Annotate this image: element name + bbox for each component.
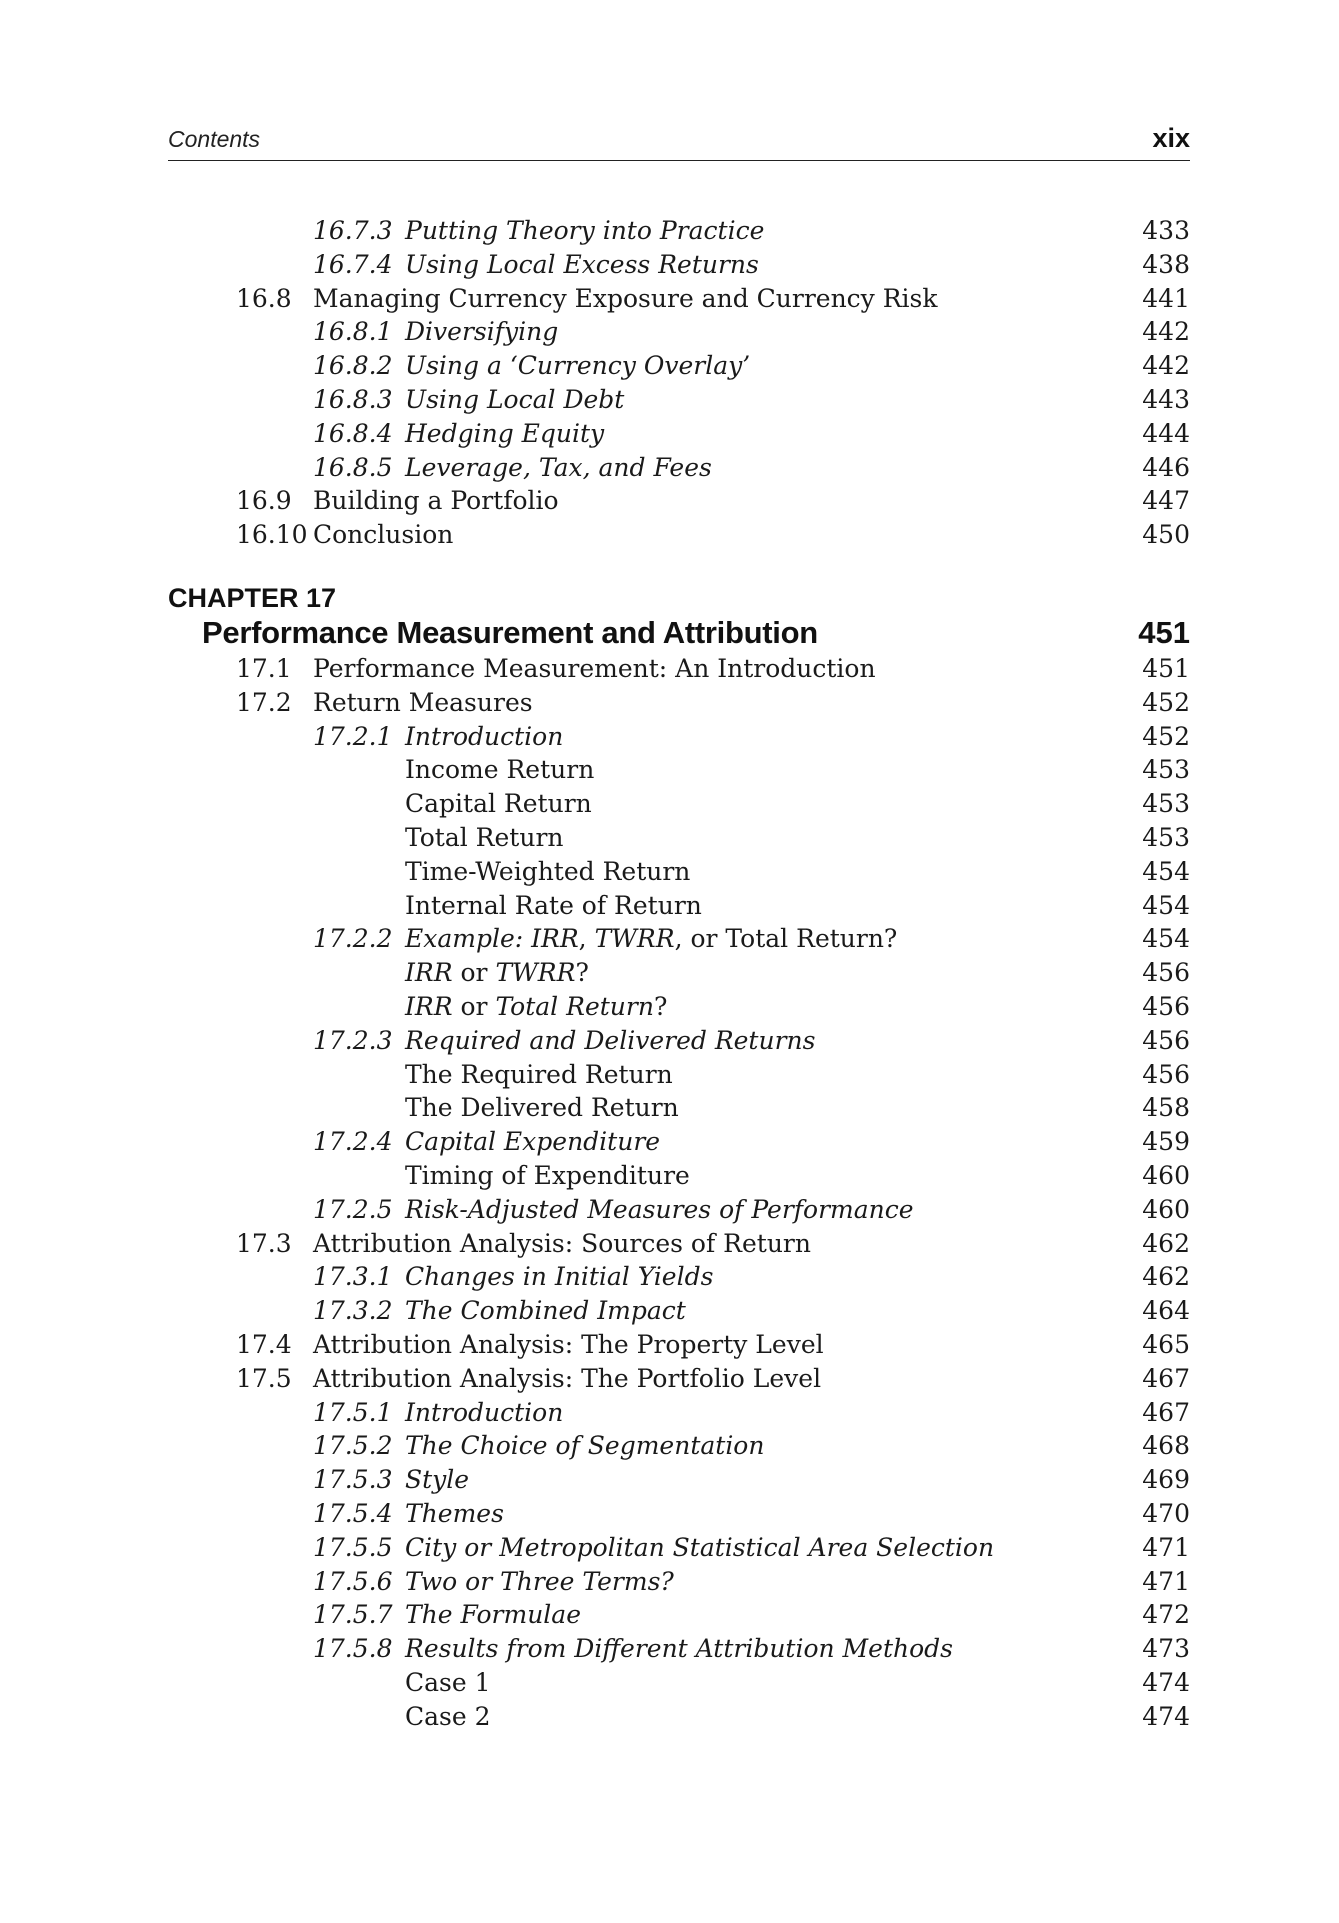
toc-entry-title: Building a Portfolio	[313, 486, 559, 516]
toc-entry	[0, 1497, 1190, 1531]
toc-entry-title: Two or Three Terms?	[405, 1566, 674, 1596]
toc-entry-title: Case 1	[405, 1668, 491, 1697]
toc-entry-number: 17.5.2	[313, 1431, 393, 1461]
toc-entry-page: 460	[1142, 1194, 1190, 1224]
toc-entry-number: 17.5.6	[313, 1566, 393, 1596]
toc-title-part: ?	[575, 958, 589, 988]
toc-entry-number: 17.4	[236, 1330, 292, 1359]
toc-entry	[0, 518, 1190, 552]
toc-entry	[0, 1396, 1190, 1430]
toc-entry	[0, 686, 1190, 720]
toc-entry-page: 474	[1142, 1701, 1190, 1731]
toc-entry-page: 451	[1142, 654, 1190, 683]
toc-entry-title: Performance Measurement: An Introduction	[313, 654, 876, 683]
toc-entry-page: 471	[1142, 1532, 1190, 1562]
toc-entry-title: The Choice of Segmentation	[405, 1431, 765, 1461]
toc-entry	[0, 956, 1190, 990]
toc-entry-page: 473	[1142, 1634, 1190, 1664]
toc-entry-title: Leverage, Tax, and Fees	[405, 452, 712, 482]
toc-entry-number: 16.8.5	[313, 452, 393, 482]
toc-entry-page: 467	[1142, 1363, 1190, 1393]
toc-entry-page: 468	[1142, 1431, 1190, 1461]
page-header	[168, 123, 1190, 161]
toc-entry	[0, 1294, 1190, 1328]
toc-entry	[0, 214, 1190, 248]
toc-entry	[0, 349, 1190, 383]
toc-title-part: Example: IRR	[405, 924, 579, 954]
toc-entry-title: Income Return	[405, 755, 595, 785]
toc-entry-number: 17.5.4	[313, 1499, 393, 1528]
toc-entry-page: 453	[1142, 789, 1190, 819]
toc-entry-page: 441	[1142, 283, 1190, 313]
toc-title-part: or	[452, 958, 496, 988]
toc-entry-title: The Delivered Return	[405, 1093, 679, 1123]
toc-entry-page: 462	[1142, 1228, 1190, 1258]
toc-entry-title	[405, 922, 897, 956]
toc-entry	[0, 1362, 1190, 1396]
running-head: Contents	[168, 126, 261, 152]
toc-entry	[0, 1565, 1190, 1599]
toc-entry-page: 452	[1142, 721, 1190, 751]
toc-entry-title: Risk-Adjusted Measures of Performance	[405, 1194, 914, 1224]
toc-entry	[0, 1598, 1190, 1632]
toc-entry-number: 16.8.4	[313, 418, 393, 448]
toc-entry	[0, 990, 1190, 1024]
toc-entry-title: Using Local Debt	[405, 385, 625, 414]
toc-title-part: IRR	[405, 958, 453, 988]
toc-entry-number: 17.3.1	[313, 1262, 393, 1292]
toc-entry-title: Total Return	[405, 823, 564, 852]
toc-entry-number: 16.10	[236, 520, 308, 550]
toc-entry-page: 444	[1142, 418, 1190, 448]
toc-entry-page: 467	[1142, 1397, 1190, 1427]
toc-entry	[0, 753, 1190, 787]
toc-entry-title: Hedging Equity	[405, 418, 605, 448]
toc-entry-number: 17.5.5	[313, 1532, 393, 1562]
toc-entry-page: 456	[1142, 1025, 1190, 1055]
toc-entry-title: Capital Expenditure	[405, 1127, 661, 1157]
toc-entry-title: Introduction	[405, 1397, 564, 1427]
toc-entry-title: Using Local Excess Returns	[405, 249, 759, 279]
toc-entry-title: Time-Weighted Return	[405, 856, 691, 886]
toc-entry-title: Attribution Analysis: The Portfolio Level	[313, 1363, 822, 1393]
toc-entry-number: 16.8.2	[313, 351, 393, 381]
toc-entry-page: 456	[1142, 958, 1190, 988]
toc-entry-title: Internal Rate of Return	[405, 890, 702, 920]
toc-entry-page: 453	[1142, 823, 1190, 852]
toc-entry-title: Required and Delivered Returns	[405, 1025, 816, 1055]
toc-entry-page: 462	[1142, 1262, 1190, 1292]
toc-entry	[0, 1429, 1190, 1463]
toc-entry-number: 17.5	[236, 1363, 292, 1393]
toc-entry-title: Capital Return	[405, 789, 592, 819]
toc-entry-title: City or Metropolitan Statistical Area Selection	[405, 1532, 995, 1562]
toc-entry	[0, 855, 1190, 889]
toc-entry	[0, 1328, 1190, 1362]
toc-entry-title: Themes	[405, 1499, 504, 1528]
toc-entry	[0, 1700, 1190, 1734]
toc-entry	[0, 1024, 1190, 1058]
toc-entry-page: 474	[1142, 1668, 1190, 1697]
toc-entry-number: 17.3.2	[313, 1296, 393, 1326]
toc-entry	[0, 1666, 1190, 1700]
toc-title-part: or	[452, 992, 496, 1021]
toc-entry	[0, 1227, 1190, 1261]
toc-entry-number: 17.5.1	[313, 1397, 393, 1427]
toc-entry-page: 471	[1142, 1566, 1190, 1596]
toc-entry	[0, 1531, 1190, 1565]
toc-entry-page: 450	[1142, 520, 1190, 550]
toc-entry-title: The Required Return	[405, 1059, 673, 1089]
toc-entry-page: 458	[1142, 1093, 1190, 1123]
toc-entry	[0, 282, 1190, 316]
toc-entry-number: 16.8	[236, 283, 292, 313]
toc-entry-page: 456	[1142, 992, 1190, 1021]
toc-entry-title: Timing of Expenditure	[405, 1161, 690, 1190]
toc-entry-number: 17.2	[236, 687, 292, 717]
toc-entry-title: Managing Currency Exposure and Currency Risk	[313, 283, 938, 313]
toc-entry-page: 452	[1142, 687, 1190, 717]
toc-entry	[0, 652, 1190, 686]
toc-entry	[0, 922, 1190, 956]
toc-entry-page: 454	[1142, 856, 1190, 886]
toc-entry-page: 442	[1142, 317, 1190, 347]
toc-title-part: , or Total Return?	[674, 924, 898, 954]
toc-entry	[0, 1058, 1190, 1092]
toc-entry-title: The Formulae	[405, 1600, 582, 1630]
toc-entry	[0, 451, 1190, 485]
toc-entry-page: 446	[1142, 452, 1190, 482]
toc-entry-number: 17.2.2	[313, 924, 393, 954]
toc-entry-number: 17.1	[236, 654, 292, 683]
toc-entry	[0, 1463, 1190, 1497]
toc-entry	[0, 1159, 1190, 1193]
toc-entry-page: 472	[1142, 1600, 1190, 1630]
toc-entry	[0, 1125, 1190, 1159]
toc-entry-title: Conclusion	[313, 520, 454, 550]
toc-entry	[0, 1193, 1190, 1227]
toc-entry-title: Case 2	[405, 1701, 491, 1731]
toc-entry-number: 16.8.1	[313, 317, 393, 347]
toc-entry-page: 470	[1142, 1499, 1190, 1528]
toc-title-part: Total Return	[495, 992, 654, 1021]
toc-entry-title: Results from Different Attribution Methods	[405, 1634, 953, 1664]
toc-entry	[0, 1260, 1190, 1294]
toc-entry-number: 17.5.8	[313, 1634, 393, 1664]
toc-entry-page: 433	[1142, 216, 1190, 245]
toc-entry-page: 460	[1142, 1161, 1190, 1190]
toc-entry	[0, 315, 1190, 349]
toc-entry-number: 17.2.5	[313, 1194, 393, 1224]
toc-entry-title: Return Measures	[313, 687, 533, 717]
toc-entry-number: 16.9	[236, 486, 292, 516]
toc-entry-number: 16.7.3	[313, 216, 393, 245]
chapter-label: CHAPTER 17	[168, 583, 337, 613]
toc-entry-number: 17.5.3	[313, 1465, 393, 1495]
toc-entry	[0, 1632, 1190, 1666]
toc-entry-title: Diversifying	[405, 317, 559, 347]
toc-entry-title: Putting Theory into Practice	[405, 216, 765, 245]
toc-entry-page: 454	[1142, 890, 1190, 920]
toc-title-part: IRR	[405, 992, 453, 1021]
toc-entry-title: The Combined Impact	[405, 1296, 686, 1326]
toc-entry	[0, 821, 1190, 855]
toc-entry	[0, 889, 1190, 923]
toc-entry-number: 16.8.3	[313, 385, 393, 414]
toc-entry-page: 459	[1142, 1127, 1190, 1157]
toc-title-part: TWRR	[594, 924, 675, 954]
toc-entry-page: 438	[1142, 249, 1190, 279]
toc-title-part: TWRR	[495, 958, 576, 988]
toc-entry	[0, 720, 1190, 754]
toc-entry-number: 17.2.3	[313, 1025, 393, 1055]
chapter-title: Performance Measurement and Attribution	[202, 615, 818, 650]
toc-entry-title: Using a ‘Currency Overlay’	[405, 351, 751, 381]
toc-entry	[0, 484, 1190, 518]
toc-entry-number: 17.3	[236, 1228, 292, 1258]
toc-entry-page: 469	[1142, 1465, 1190, 1495]
toc-entry-page: 443	[1142, 385, 1190, 414]
toc-entry-page: 453	[1142, 755, 1190, 785]
toc-title-part: ,	[578, 924, 595, 954]
toc-entry	[0, 248, 1190, 282]
toc-entry-title: Attribution Analysis: Sources of Return	[313, 1228, 811, 1258]
toc-entry-title: Changes in Initial Yields	[405, 1262, 714, 1292]
toc-entry	[0, 1091, 1190, 1125]
toc-entry-number: 17.2.1	[313, 721, 393, 751]
toc-title-part: ?	[653, 992, 668, 1021]
page-number: xix	[1152, 123, 1190, 153]
toc-entry-number: 17.2.4	[313, 1127, 393, 1157]
toc-entry-title	[405, 990, 667, 1024]
toc-entry-page: 464	[1142, 1296, 1190, 1326]
toc-entry	[0, 787, 1190, 821]
toc-entry-title: Style	[405, 1465, 470, 1495]
toc-entry-number: 16.7.4	[313, 249, 393, 279]
toc-entry-title: Attribution Analysis: The Property Level	[313, 1330, 824, 1359]
toc-entry-title	[405, 956, 589, 990]
toc-entry-page: 456	[1142, 1059, 1190, 1089]
toc-entry-number: 17.5.7	[313, 1600, 393, 1630]
toc-entry-page: 454	[1142, 924, 1190, 954]
toc-entry	[0, 383, 1190, 417]
toc-entry-page: 442	[1142, 351, 1190, 381]
toc-entry	[0, 417, 1190, 451]
toc-entry-title: Introduction	[405, 721, 564, 751]
toc-entry-page: 447	[1142, 486, 1190, 516]
chapter-page: 451	[1138, 615, 1190, 650]
toc-entry-page: 465	[1142, 1330, 1190, 1359]
